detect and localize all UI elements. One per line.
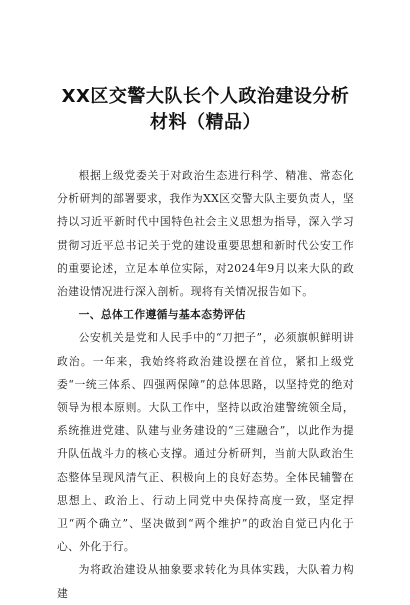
document-body (57, 164, 354, 605)
section-paragraph: 公安机关是党和人民手中的“刀把子”，必须旗帜鲜明讲政治。一年来，我始终将政治建设摆在首位，紧扣上级党委“一统三体系、四强两保障”的总体思路，以坚持党的绝对领导为根本原则。大队工作中，坚持以政治建警统领全局，系统推进党建、队建与业务建设的“三建融合”，以此作为提升队伍战斗力的核心支撑。通过分析研判，当前大队政治生态整体呈现风清气正、积极向上的良好态势。全体民辅警在思想上、政治上、行动上同党中央保持高度一致，坚定捍卫“两个确立”、坚决做到“两个维护”的政治自觉已内化于心、外化于行。 (57, 331, 354, 554)
section-paragraph-continued: 为将政治建设从抽象要求转化为具体实践，大队着力构建 (57, 563, 354, 600)
document-title: XX区交警大队长个人政治建设分析材料（精品） (61, 86, 350, 133)
section-heading: 一、总体工作遵循与基本态势评估 (78, 308, 246, 322)
intro-paragraph: 根据上级党委关于对政治生态进行科学、精准、常态化分析研判的部署要求，我作为XX区交警大队主要负责人，坚持以习近平新时代中国特色社会主义思想为指导，深入学习贯彻习近平总书记关于党的建设重要思想和新时代公安工作的重要论述，立足本单位实际，对2024年9月以来大队的政治建设情况进行深入剖析。现将有关情况报告如下。 (57, 169, 354, 299)
